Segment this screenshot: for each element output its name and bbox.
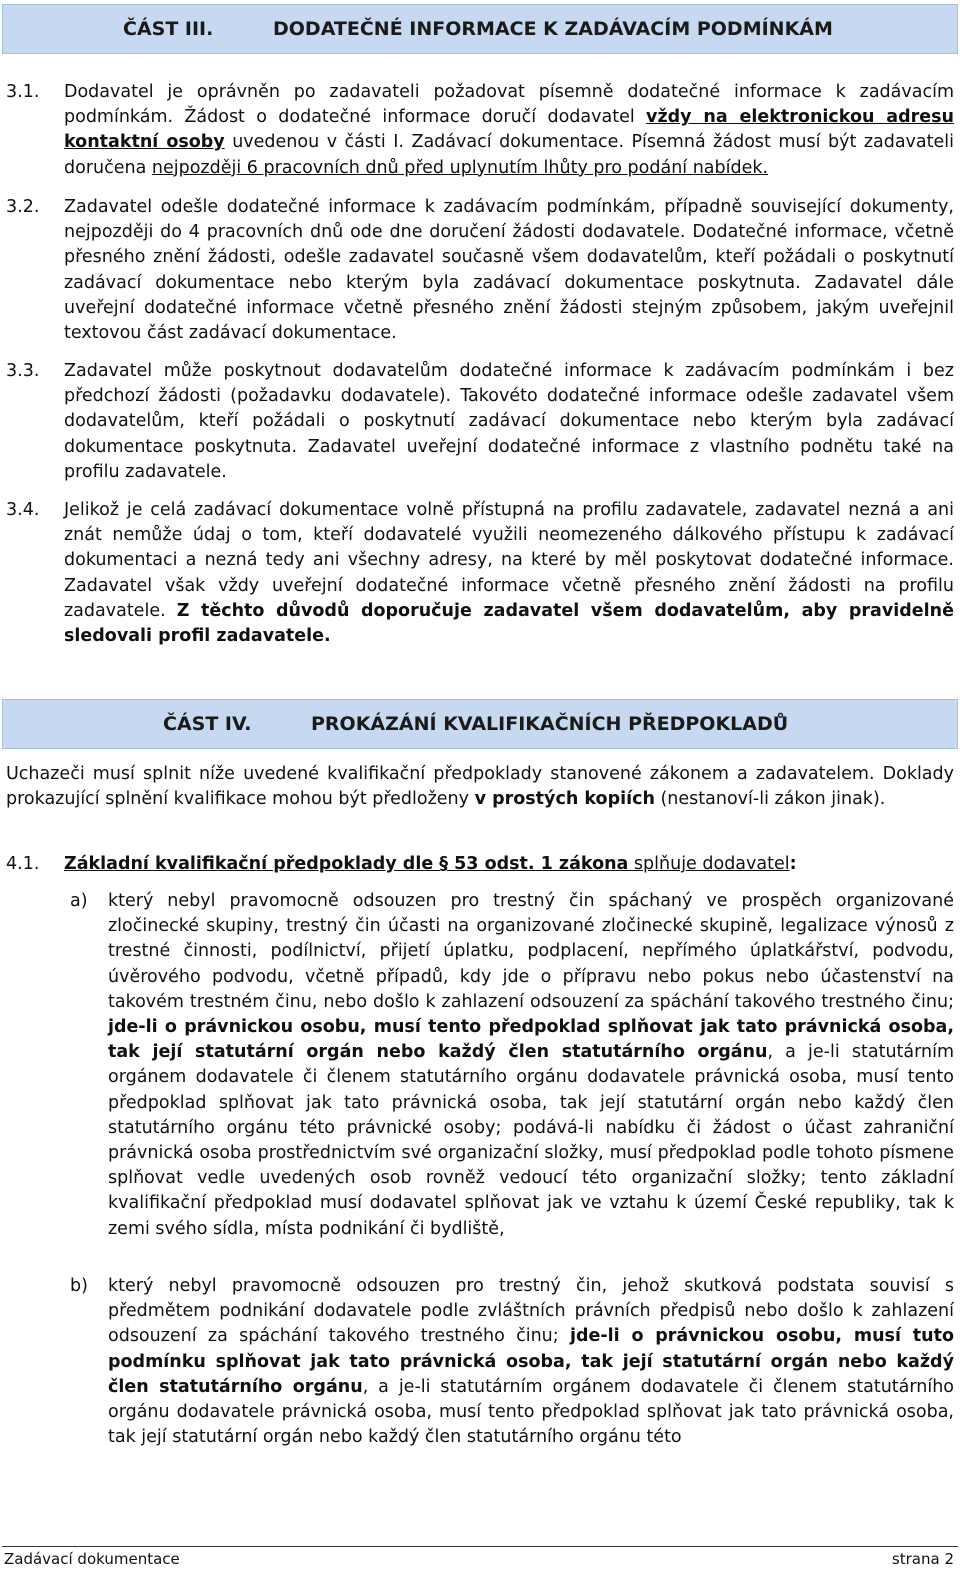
text-run: , a je-li statutárním orgánem dodavatele či členem statutárního orgánu dodavatele právnická osoba, musí tento předpoklad splňovat jak tato právnická osoba, tak její statutární orgán nebo každý člen statutárního orgánu této	[108, 1376, 955, 1448]
paragraph-number: 3.4.	[6, 500, 40, 520]
paragraph-number: 3.3.	[6, 361, 40, 381]
list-item-text	[108, 889, 954, 1242]
intro-paragraph	[6, 762, 954, 812]
text-run: (nestanoví-li zákon jinak).	[654, 789, 886, 810]
footer-divider	[2, 1546, 958, 1547]
list-item-a	[64, 889, 954, 1242]
section-header-part-4	[2, 699, 958, 749]
text-run: Uchazeči musí splnit níže uvedené kvalifikační předpoklady stanovené zákonem a zadavatelem. Doklady prokazující splnění kvalifikace mohou být předloženy	[6, 764, 954, 810]
paragraph-text	[64, 80, 954, 181]
paragraph-text: Zadavatel může poskytnout dodavatelům dodatečné informace k zadávacím podmínkám i bez předchozí žádosti (požadavku dodavatele). Takovéto dodatečné informace odešle zadavatel všem dodavatelům, kteří požádali o poskytnutí zadávací dokumentace nebo kterým byla zadávací dokumentace poskytnuta. Zadavatel uveřejní dodatečné informace z vlastního podnětu také na profilu zadavatele.	[64, 361, 954, 482]
text-run: který nebyl pravomocně odsouzen pro trestný čin spáchaný ve prospěch organizované zločinecké skupiny, trestný čin účasti na organizované zločinecké skupině, legalizace výnosů z trestné činnosti, podílnictví, přijetí úplatku, podplacení, nepřímého úplatkářství, podvodu, úvěrového podvodu, včetně případů, kdy jde o přípravu nebo pokus nebo účastenství na takovém trestném činu, nebo došlo k zahlazení odsouzení za spáchání takového trestného činu;	[108, 891, 954, 1012]
list-item-text	[108, 1274, 954, 1450]
text-run: který nebyl pravomocně odsouzen pro trestný čin, jehož skutková podstata souvisí s předmětem podnikání dodavatele podle zvláštních právních předpisů nebo došlo k zahlazení odsouzení za spáchání takového trestného činu;	[108, 1276, 954, 1347]
underlined-text: splňuje dodavatel	[628, 854, 790, 874]
colon: :	[789, 854, 797, 874]
paragraph-text: Zadavatel odešle dodatečné informace k zadávacím podmínkám, případně související dokumenty, nejpozději do 4 pracovních dnů ode dne doručení žádosti dodavatele. Dodatečné informace, včetně přesného znění žádosti, odešle zadavatel současně všem dodavatelům, kteří požádali o poskytnutí zadávací dokumentace nebo kterým byla zadávací dokumentace poskytnuta. Zadavatel dále uveřejní dodatečné informace včetně přesného znění žádosti stejným způsobem, jakým uveřejnil textovou část zadávací dokumentace.	[64, 197, 954, 344]
section-number: ČÁST IV.	[163, 713, 252, 735]
paragraph-3-3	[6, 359, 954, 485]
text-run: Jelikož je celá zadávací dokumentace volně přístupná na profilu zadavatele, zadavatel nezná a ani znát nemůže údaj o tom, kteří dodavatelé využili neomezeného dálkového přístupu k zadávací dokumentaci a nezná tedy ani všechny adresy, na které by měl poskytovat dodatečné informace. Zadavatel však vždy uveřejní dodatečné informace včetně přesného znění žádosti na profilu zadavatele.	[64, 500, 954, 621]
paragraph-text	[64, 498, 954, 649]
paragraph-3-1	[6, 80, 954, 181]
paragraph-number: 3.2.	[6, 197, 40, 217]
text-run: Dodavatel je oprávněn po zadavateli požadovat písemně dodatečné informace k zadávacím podmínkám. Žádost o dodatečné informace doručí dodavatel	[64, 82, 954, 128]
bold-underlined-text: Základní kvalifikační předpoklady dle § 53 odst. 1 zákona	[64, 854, 629, 874]
paragraph-number: 4.1.	[6, 854, 40, 874]
text-run: , a je-li statutárním orgánem dodavatele či členem statutárního orgánu dodavatele právnická osoba, musí tento předpoklad splňovat jak tato právnická osoba, tak její statutární orgán nebo každý člen statutárního orgánu této právnické osoby; podává-li nabídku či žádost o účast zahraniční právnická osoba prostřednictvím své organizační složky, musí předpoklad podle tohoto písmene splňovat vedle uvedených osob rovněž vedoucí této organizační složky; tento základní kvalifikační předpoklad musí dodavatel splňovat jak ve vztahu k území České republiky, tak k zemi svého sídla, místa podnikání či bydliště,	[108, 1042, 955, 1239]
footer-page-number: strana 2	[891, 1550, 954, 1568]
deadline-text: nejpozději 6 pracovních dnů před uplynutím lhůty pro podání nabídek.	[151, 157, 769, 178]
paragraph-3-2	[6, 195, 954, 346]
bold-text: jde-li o právnickou osobu, musí tento předpoklad splňovat jak tato právnická osoba, tak její statutární orgán nebo každý člen statutárního orgánu	[108, 1017, 954, 1063]
section-header-part-3	[2, 4, 958, 54]
paragraph-number: 3.1.	[6, 82, 40, 102]
paragraph-4-1	[6, 852, 954, 877]
list-item-label: b)	[70, 1276, 88, 1296]
paragraph-text	[64, 852, 954, 877]
section-title: DODATEČNÉ INFORMACE K ZADÁVACÍM PODMÍNKÁM	[273, 18, 833, 40]
bold-text: Z těchto důvodů doporučuje zadavatel všem dodavatelům, aby pravidelně sledovali profil zadavatele.	[64, 600, 954, 647]
bold-text: jde-li o právnickou osobu, musí tuto podmínku splňovat jak tato právnická osoba, tak její statutární orgán nebo každý člen statutárního orgánu	[108, 1326, 954, 1397]
text-run: uvedenou v části I. Zadávací dokumentace. Písemná žádost musí být zadavateli doručena	[64, 132, 954, 178]
paragraph-3-4	[6, 498, 954, 649]
bold-text: v prostých kopiích	[474, 789, 655, 810]
footer-document-name: Zadávací dokumentace	[4, 1550, 180, 1568]
section-title: PROKÁZÁNÍ KVALIFIKAČNÍCH PŘEDPOKLADŮ	[311, 713, 789, 735]
list-item-label: a)	[70, 891, 88, 911]
list-item-b	[64, 1274, 954, 1450]
emphasis-text: vždy na elektronickou adresu kontaktní osoby	[64, 107, 955, 153]
section-number: ČÁST III.	[123, 18, 214, 40]
